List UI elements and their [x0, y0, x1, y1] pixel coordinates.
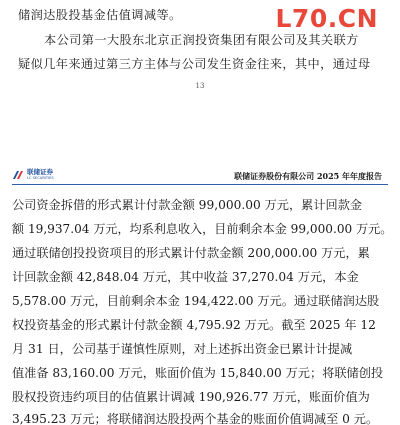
text-line: 通过联储创投投资项目的形式累计付款金额 200,000.00 万元，累 — [12, 246, 370, 260]
logo-name-en: LC SECURITIES — [27, 175, 54, 180]
text-line: 本公司第一大股东北京正润投资集团有限公司及其关联方 — [44, 33, 359, 47]
company-logo — [12, 169, 54, 180]
text-line: 3,495.23 万元；将联储润达股投两个基金的账面价值调减至 0 元。 — [12, 412, 379, 425]
text-line: 计回款金额 42,848.04 万元，其中收益 37,270.04 万元，本金 — [12, 270, 359, 284]
text-line: 月 31 日，公司基于谨慎性原则，对上述拆出资金已累计计提减 — [12, 342, 353, 356]
text-line: 储润达股投基金估值调减等。 — [18, 8, 182, 22]
header-divider — [12, 184, 388, 185]
page-gap — [0, 118, 400, 160]
report-title: 联储证券股份有限公司 2025 年年度报告 — [234, 171, 382, 181]
text-line: 权投资基金的形式累计付款金额 4,795.92 万元。截至 2025 年 12 — [12, 318, 376, 332]
text-line: 疑似几年来通过第三方主体与公司发生资金往来，其中，通过母 — [18, 57, 371, 71]
text-line: 额 19,937.04 万元，均系利息收入，目前剩余本金 99,000.00 万元。 — [12, 222, 393, 236]
text-line: 股权投资违约项目的估值累计调减 190,926.77 万元，账面价值为 — [12, 390, 370, 404]
text-line: 公司资金拆借的形式累计付款金额 99,000.00 万元，累计回款金 — [12, 198, 363, 212]
company-logo-icon — [12, 170, 24, 180]
report-header — [0, 166, 400, 184]
text-line: 值准备 83,160.00 万元，账面价值为 15,840.00 万元；将联储创投 — [12, 366, 384, 380]
text-line: 5,578.00 万元，目前剩余本金 194,422.00 万元。通过联储润达股 — [12, 294, 380, 308]
report-page-fragment — [0, 160, 400, 425]
watermark-logo: L70.CN — [275, 4, 378, 33]
logo-name-cn: 联储证券 — [27, 168, 53, 176]
page-number: 13 — [195, 82, 205, 90]
